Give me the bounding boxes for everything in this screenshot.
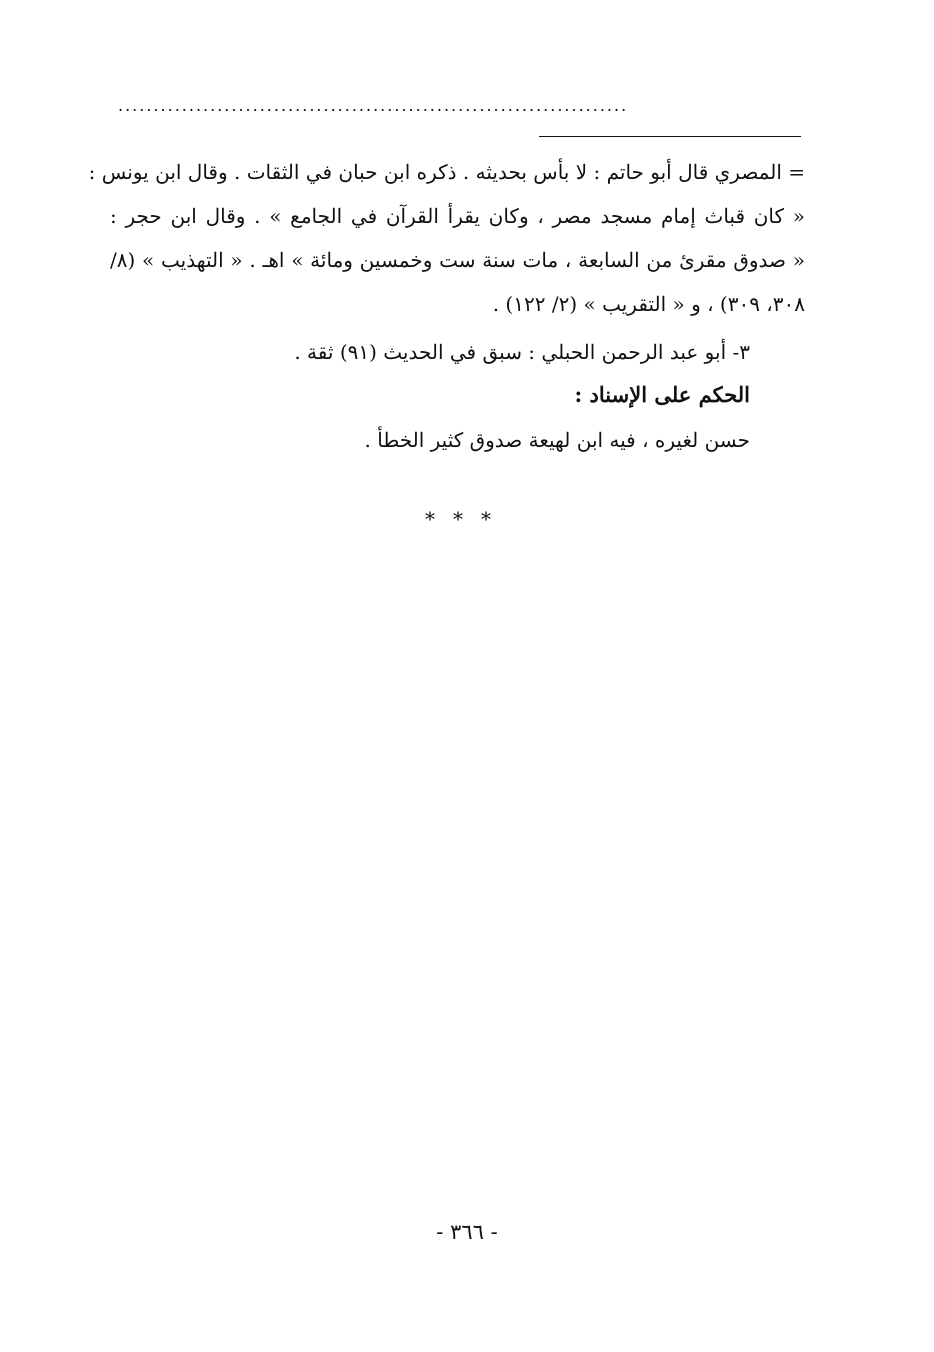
footnote-block <box>88 150 805 326</box>
footnote-rule <box>539 136 801 137</box>
footnote-line-1: = المصري قال أبو حاتم : لا بأس بحديثه . ذكره ابن حبان في الثقات . وقال ابن يونس : <box>88 160 805 184</box>
section-divider: *** <box>425 507 509 531</box>
separator-dots: ........................................................................ <box>118 96 629 115</box>
ruling-text: حسن لغيره ، فيه ابن لهيعة صدوق كثير الخطأ . <box>364 428 750 452</box>
footnote-line-2: « كان قباث إمام مسجد مصر ، وكان يقرأ القرآن في الجامع » . وقال ابن حجر : <box>110 204 805 228</box>
footnote-line-3: « صدوق مقرئ من السابعة ، مات سنة ست وخمسين ومائة » اهـ . « التهذيب » (٨/ <box>110 248 805 272</box>
ruling-heading: الحكم على الإسناد : <box>574 382 750 407</box>
footnote-line-4: ٣٠٨، ٣٠٩) ، و « التقريب » (٢/ ١٢٢) . <box>492 292 805 316</box>
page-number: - ٣٦٦ - <box>436 1220 498 1244</box>
narrator-entry: ٣- أبو عبد الرحمن الحبلي : سبق في الحديث (٩١) ثقة . <box>294 340 750 364</box>
